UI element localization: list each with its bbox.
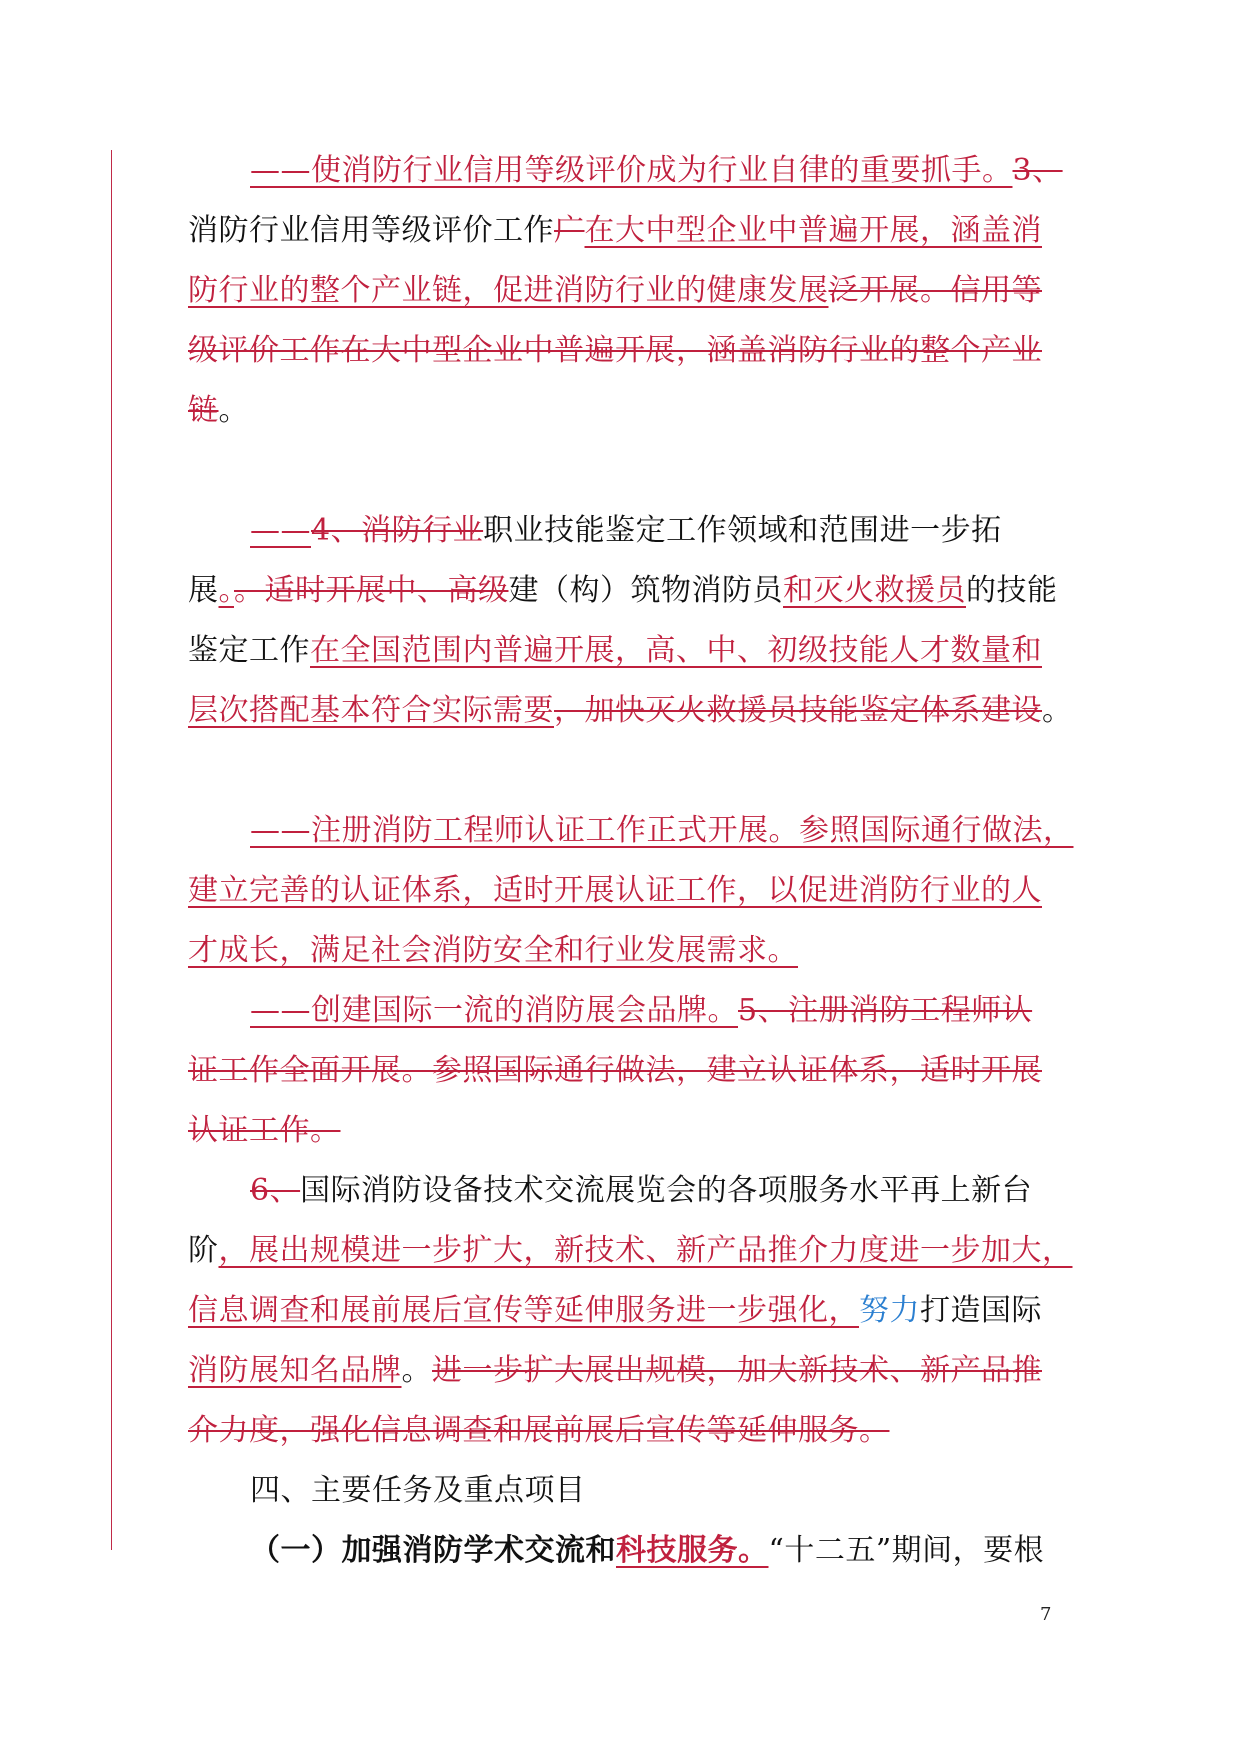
inserted-text: 。 <box>218 573 234 608</box>
doc-line <box>188 624 1058 678</box>
deleted-text: 3、 <box>1012 153 1063 188</box>
deleted-text: 证工作全面开展。参照国际通行做法，建立认证体系，适时开展 <box>188 1053 1042 1088</box>
doc-line <box>188 864 1058 918</box>
page-number: 7 <box>1040 1604 1052 1625</box>
doc-line <box>188 1224 1073 1278</box>
deleted-text: 级评价工作在大中型企业中普遍开展，涵盖消防行业的整个产业 <box>188 333 1042 368</box>
doc-line <box>188 1104 1058 1158</box>
body-text: 的技能 <box>966 573 1058 608</box>
doc-line <box>250 1164 1120 1218</box>
inserted-text: 消防展知名品牌 <box>188 1353 402 1388</box>
body-text: 阶 <box>188 1233 219 1268</box>
inserted-text: ——创建国际一流的消防展会品牌。 <box>250 993 738 1028</box>
deleted-text: 认证工作。 <box>188 1113 341 1148</box>
doc-line <box>250 504 1120 558</box>
deleted-text: 。适时开展中、高级 <box>234 573 509 608</box>
inserted-text: 在大中型企业中普遍开展，涵盖消 <box>584 213 1042 248</box>
body-text: 四、主要任务及重点项目 <box>250 1473 586 1508</box>
inserted-text: 层次搭配基本符合实际需要 <box>188 693 554 728</box>
body-text: 鉴定工作 <box>188 633 310 668</box>
inserted-text: 才成长，满足社会消防安全和行业发展需求。 <box>188 933 798 968</box>
doc-line <box>188 204 1058 258</box>
doc-line <box>188 924 1058 978</box>
body-text: 展 <box>188 573 219 608</box>
section-heading <box>250 1464 1120 1518</box>
deleted-text: 4、消防行业 <box>311 513 484 548</box>
doc-line <box>188 1344 1058 1398</box>
deleted-text: ，加快灭火救援员技能鉴定体系建设 <box>554 693 1042 728</box>
body-text: 国际消防设备技术交流展览会的各项服务水平再上新台 <box>300 1173 1033 1208</box>
inserted-text: ，展出规模进一步扩大，新技术、新产品推介力度进一步加大， <box>218 1233 1073 1268</box>
inserted-text: ——使消防行业信用等级评价成为行业自律的重要抓手。 <box>250 153 1013 188</box>
doc-line <box>188 264 1058 318</box>
inserted-text: 在全国范围内普遍开展，高、中、初级技能人才数量和 <box>310 633 1042 668</box>
doc-line <box>188 1044 1058 1098</box>
doc-line <box>188 384 1058 438</box>
doc-line <box>188 684 1073 738</box>
inserted-text: 和灭火救援员 <box>783 573 966 608</box>
body-text: 消防行业信用等级评价工作 <box>188 213 554 248</box>
body-text: 。 <box>1042 693 1073 728</box>
deleted-text: 介力度，强化信息调查和展前展后宣传等延伸服务。 <box>188 1413 890 1448</box>
doc-line <box>188 1404 1058 1458</box>
body-text: 。 <box>218 393 249 428</box>
inserted-text: 科技服务。 <box>616 1533 769 1568</box>
deleted-text: 6、 <box>250 1173 301 1208</box>
deleted-text: 进一步扩大展出规模，加大新技术、新产品推 <box>432 1353 1042 1388</box>
inserted-text: —— <box>250 513 311 548</box>
revision-margin-bar <box>111 150 112 1550</box>
body-text: （一）加强消防学术交流和 <box>250 1533 616 1568</box>
body-text: 。 <box>401 1353 432 1388</box>
inserted-text: 建立完善的认证体系，适时开展认证工作，以促进消防行业的人 <box>188 873 1042 908</box>
inserted-text: ——注册消防工程师认证工作正式开展。参照国际通行做法， <box>250 813 1074 848</box>
doc-line <box>250 144 1120 198</box>
inserted-text: 信息调查和展前展后宣传等延伸服务进一步强化， <box>188 1293 859 1328</box>
deleted-text: 泛开展。信用等 <box>828 273 1042 308</box>
doc-line <box>250 984 1120 1038</box>
inserted-text: 努力 <box>859 1293 920 1328</box>
subsection-heading <box>250 1524 1120 1578</box>
inserted-text: 防行业的整个产业链，促进消防行业的健康发展 <box>188 273 829 308</box>
body-text: 职业技能鉴定工作领域和范围进一步拓 <box>483 513 1002 548</box>
doc-line <box>188 564 1058 618</box>
body-text: 打造国际 <box>920 1293 1042 1328</box>
body-text: “十二五”期间，要根 <box>768 1533 1045 1568</box>
deleted-text: 广 <box>554 213 585 248</box>
deleted-text: 5、注册消防工程师认 <box>738 993 1033 1028</box>
doc-line <box>250 804 1120 858</box>
body-text: 建（构）筑物消防员 <box>508 573 783 608</box>
doc-line <box>188 324 1058 378</box>
doc-line <box>188 1284 1058 1338</box>
deleted-text: 链 <box>188 393 219 428</box>
